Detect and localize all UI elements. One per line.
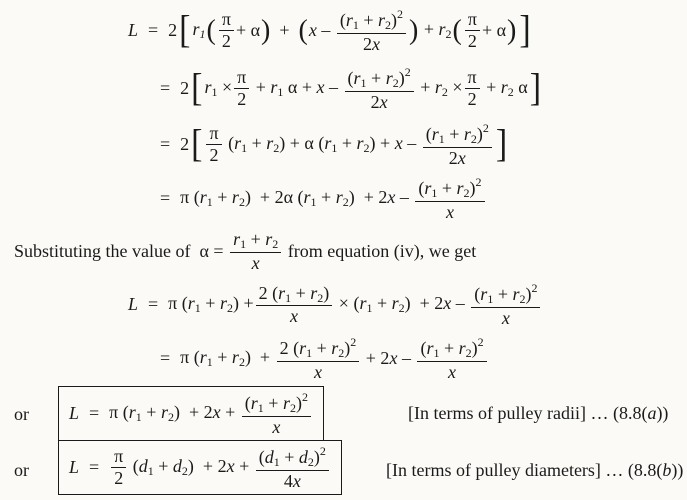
equation-line-6: = π $(r_1 + r_2)$ + $\frac{2 (r_1 + r_2)^2}{x}$ + 2x – $\frac{(r_1 + r_2)^2}{x}$	[150, 336, 489, 381]
bracket-open: [	[179, 8, 191, 52]
or-label-1: or	[14, 404, 29, 424]
or-label-2: or	[14, 460, 29, 480]
equation-tag-diameters: [In terms of pulley diameters] … (8.8( b ))	[386, 460, 684, 480]
equation-line-4: = π $(r_1 + r_2) + 2\alpha$ $(r_1 + r_2) + 2x$ – $\frac{(r_1 + r_2)^2}{x}$	[150, 176, 487, 221]
fraction-r-sum-squared-over-2x: $\frac{(r_1 + r_2)^2}{2x}$	[337, 8, 406, 53]
equals-sign: =	[148, 20, 159, 41]
fraction-pi-over-2: $\frac{\pi}{2}$	[219, 10, 234, 51]
bracket-close: ]	[519, 8, 531, 52]
equation-line-3: = 2 [ $\frac{\pi}{2}$ $(r_1 + r_2) + \alpha$ $(r_1 + r_2) + x$ – $\frac{(r_1 + r_2)^2}{2x}$ ]	[160, 121, 508, 168]
boxed-equation-radii: L = π $(r_1 + r_2) + 2x$ + $\frac{(r_1 + r_2)^2}{x}$	[58, 386, 324, 441]
equation-line-5: L = π $(r_1 + r_2)$ + $\frac{2 (r_1 + r_2)}{x}$ × $(r_1 + r_2) + 2x$ – $\frac{(r_1 + r_2)^2}{x}$	[128, 282, 542, 327]
equation-line-1: L = 2 [ $r_1$ ( $\frac{\pi}{2}$ + α ) + ( x – $\frac{(r_1 + r_2)^2}{2x}$ ) + $r_2$ ( $\frac{\pi}{2}$ + α ) ]	[128, 7, 531, 54]
equation-line-2: = 2 [ $r_1$ × $\frac{\pi}{2}$ + $r_1$ α + x – $\frac{(r_1 + r_2)^2}{2x}$ + $r_2$ × $\frac{\pi}{2}$ + $r_2$ α ]	[160, 65, 542, 112]
equation-tag-radii: [In terms of pulley radii] … (8.8( a ))	[408, 403, 669, 423]
boxed-equation-diameters: L = $\frac{\pi}{2}$ $(d_1 + d_2) + 2x$ + $\frac{(d_1 + d_2)^2}{4x}$	[58, 440, 342, 495]
symbol-L: L	[128, 20, 139, 41]
substitution-sentence: Substituting the value of α = $\frac{r_1 + r_2}{x}$ from equation (iv), we get	[14, 229, 477, 273]
